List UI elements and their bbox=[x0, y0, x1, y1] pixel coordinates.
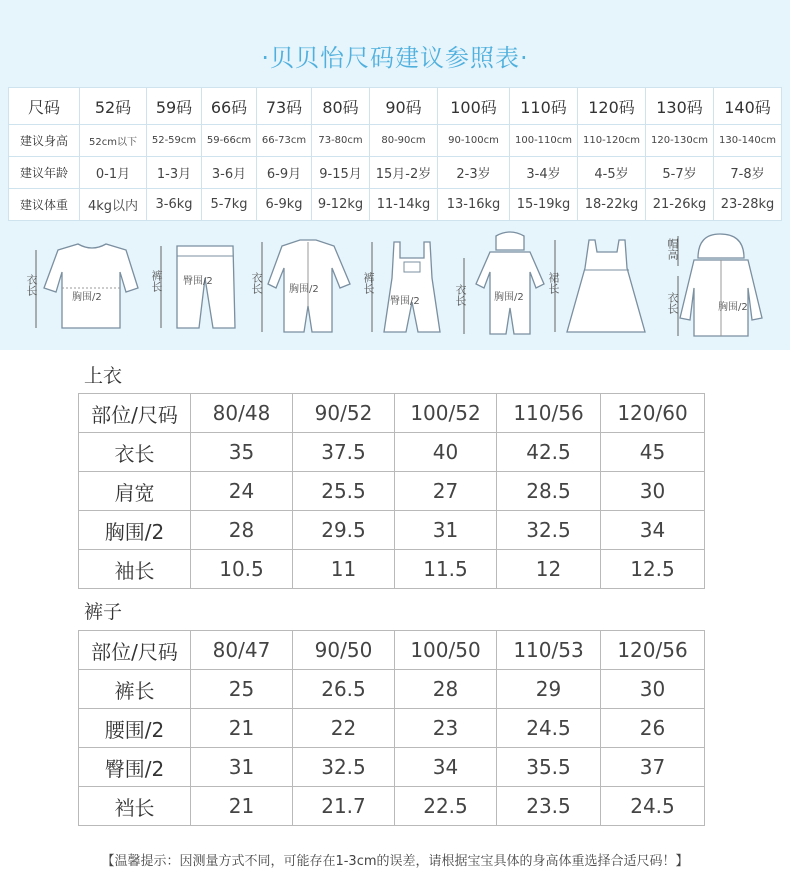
row-label: 肩宽 bbox=[79, 472, 191, 511]
table-cell: 24 bbox=[191, 472, 293, 511]
age-cell: 4-5岁 bbox=[578, 157, 646, 189]
table-cell: 26.5 bbox=[293, 670, 395, 709]
age-cell: 15月-2岁 bbox=[370, 157, 438, 189]
table-cell: 22 bbox=[293, 709, 395, 748]
table-row bbox=[79, 472, 705, 511]
table-cell: 21 bbox=[191, 709, 293, 748]
height-row bbox=[9, 125, 782, 157]
weight-cell: 3-6kg bbox=[147, 189, 202, 221]
height-cell: 90-100cm bbox=[438, 125, 510, 157]
header-cell: 100/52 bbox=[395, 394, 497, 433]
age-cell: 9-15月 bbox=[312, 157, 370, 189]
table-cell: 40 bbox=[395, 433, 497, 472]
age-cell: 7-8岁 bbox=[714, 157, 782, 189]
row-label: 裤长 bbox=[79, 670, 191, 709]
table-cell: 23.5 bbox=[497, 787, 601, 826]
header-cell: 120/56 bbox=[601, 631, 705, 670]
size-cell: 73码 bbox=[257, 88, 312, 125]
height-cell: 59-66cm bbox=[202, 125, 257, 157]
age-cell: 3-4岁 bbox=[510, 157, 578, 189]
weight-cell: 21-26kg bbox=[646, 189, 714, 221]
size-cell: 52码 bbox=[80, 88, 147, 125]
table-cell: 22.5 bbox=[395, 787, 497, 826]
table-cell: 26 bbox=[601, 709, 705, 748]
hoodie-chest-label: 胸围/2 bbox=[718, 302, 748, 313]
table-cell: 32.5 bbox=[293, 748, 395, 787]
hoodie-diagram bbox=[658, 228, 770, 343]
weight-row bbox=[9, 189, 782, 221]
dress-length-label: 裙长 bbox=[547, 272, 560, 294]
row-label: 腰围/2 bbox=[79, 709, 191, 748]
shirt-length-label: 衣长 bbox=[25, 274, 38, 296]
hooded-romper-diagram bbox=[450, 228, 550, 343]
header-cell: 100/50 bbox=[395, 631, 497, 670]
height-cell: 52cm以下 bbox=[80, 125, 147, 157]
measurement-tip: 【温馨提示：因测量方式不同，可能存在1-3cm的误差，请根据宝宝具体的身高体重选择合适尺码！】 bbox=[101, 854, 689, 869]
row-label: 建议体重 bbox=[9, 189, 80, 221]
table-cell: 42.5 bbox=[497, 433, 601, 472]
tops-measurement-table bbox=[78, 393, 705, 589]
weight-cell: 5-7kg bbox=[202, 189, 257, 221]
row-label: 袖长 bbox=[79, 550, 191, 589]
pants-section-title: 裤子 bbox=[84, 601, 123, 623]
table-header-row bbox=[79, 394, 705, 433]
romper-chest-label: 胸围/2 bbox=[289, 284, 319, 295]
size-cell: 100码 bbox=[438, 88, 510, 125]
table-row bbox=[79, 748, 705, 787]
tops-section-title: 上衣 bbox=[84, 365, 123, 387]
table-cell: 45 bbox=[601, 433, 705, 472]
table-cell: 37.5 bbox=[293, 433, 395, 472]
height-cell: 80-90cm bbox=[370, 125, 438, 157]
size-header-label: 尺码 bbox=[9, 88, 80, 125]
height-cell: 130-140cm bbox=[714, 125, 782, 157]
height-cell: 73-80cm bbox=[312, 125, 370, 157]
header-cell: 120/60 bbox=[601, 394, 705, 433]
table-cell: 11.5 bbox=[395, 550, 497, 589]
weight-cell: 15-19kg bbox=[510, 189, 578, 221]
table-cell: 11 bbox=[293, 550, 395, 589]
table-cell: 28 bbox=[191, 511, 293, 550]
overalls-hip-label: 臀围/2 bbox=[390, 296, 420, 307]
table-cell: 31 bbox=[395, 511, 497, 550]
table-cell: 34 bbox=[601, 511, 705, 550]
page-title: ·贝贝怡尺码建议参照表· bbox=[261, 44, 529, 72]
row-label: 建议身高 bbox=[9, 125, 80, 157]
height-cell: 110-120cm bbox=[578, 125, 646, 157]
table-row bbox=[79, 550, 705, 589]
table-cell: 23 bbox=[395, 709, 497, 748]
height-cell: 100-110cm bbox=[510, 125, 578, 157]
pants-length-label: 裤长 bbox=[150, 270, 163, 292]
weight-cell: 23-28kg bbox=[714, 189, 782, 221]
overalls-length-label: 裤长 bbox=[362, 272, 375, 294]
header-cell: 部位/尺码 bbox=[79, 631, 191, 670]
row-label: 胸围/2 bbox=[79, 511, 191, 550]
pants-hip-label: 臀围/2 bbox=[183, 276, 213, 287]
row-label: 裆长 bbox=[79, 787, 191, 826]
header-cell: 部位/尺码 bbox=[79, 394, 191, 433]
table-cell: 32.5 bbox=[497, 511, 601, 550]
header-cell: 90/50 bbox=[293, 631, 395, 670]
height-cell: 120-130cm bbox=[646, 125, 714, 157]
age-cell: 0-1月 bbox=[80, 157, 147, 189]
size-cell: 66码 bbox=[202, 88, 257, 125]
size-header-row bbox=[9, 88, 782, 125]
pants-measurement-table bbox=[78, 630, 705, 826]
weight-cell: 6-9kg bbox=[257, 189, 312, 221]
size-cell: 140码 bbox=[714, 88, 782, 125]
table-row bbox=[79, 670, 705, 709]
weight-cell: 18-22kg bbox=[578, 189, 646, 221]
age-cell: 5-7岁 bbox=[646, 157, 714, 189]
age-row bbox=[9, 157, 782, 189]
hooded-romper-length-label: 衣长 bbox=[454, 284, 467, 306]
table-cell: 37 bbox=[601, 748, 705, 787]
size-cell: 90码 bbox=[370, 88, 438, 125]
header-cell: 80/47 bbox=[191, 631, 293, 670]
dress-diagram bbox=[545, 228, 660, 343]
weight-cell: 11-14kg bbox=[370, 189, 438, 221]
pants-diagram bbox=[145, 228, 240, 343]
size-cell: 120码 bbox=[578, 88, 646, 125]
table-cell: 25.5 bbox=[293, 472, 395, 511]
table-cell: 24.5 bbox=[601, 787, 705, 826]
table-cell: 29.5 bbox=[293, 511, 395, 550]
table-header-row bbox=[79, 631, 705, 670]
size-cell: 59码 bbox=[147, 88, 202, 125]
table-row bbox=[79, 433, 705, 472]
weight-cell: 4kg以内 bbox=[80, 189, 147, 221]
age-cell: 6-9月 bbox=[257, 157, 312, 189]
size-cell: 80码 bbox=[312, 88, 370, 125]
table-row bbox=[79, 511, 705, 550]
size-recommendation-table bbox=[8, 87, 782, 221]
table-cell: 35 bbox=[191, 433, 293, 472]
hoodie-hood-height-label: 帽高 bbox=[666, 238, 679, 260]
size-cell: 130码 bbox=[646, 88, 714, 125]
dress-icon bbox=[545, 228, 660, 343]
table-cell: 12.5 bbox=[601, 550, 705, 589]
weight-cell: 9-12kg bbox=[312, 189, 370, 221]
garment-illustrations bbox=[20, 228, 770, 343]
table-cell: 21 bbox=[191, 787, 293, 826]
table-cell: 34 bbox=[395, 748, 497, 787]
overalls-diagram bbox=[360, 228, 460, 343]
row-label: 建议年龄 bbox=[9, 157, 80, 189]
table-cell: 29 bbox=[497, 670, 601, 709]
table-cell: 24.5 bbox=[497, 709, 601, 748]
height-cell: 66-73cm bbox=[257, 125, 312, 157]
table-cell: 28 bbox=[395, 670, 497, 709]
romper-diagram bbox=[242, 228, 357, 343]
age-cell: 1-3月 bbox=[147, 157, 202, 189]
table-row bbox=[79, 709, 705, 748]
header-cell: 110/53 bbox=[497, 631, 601, 670]
header-cell: 110/56 bbox=[497, 394, 601, 433]
table-cell: 25 bbox=[191, 670, 293, 709]
row-label: 臀围/2 bbox=[79, 748, 191, 787]
table-cell: 30 bbox=[601, 472, 705, 511]
table-cell: 35.5 bbox=[497, 748, 601, 787]
table-cell: 27 bbox=[395, 472, 497, 511]
size-cell: 110码 bbox=[510, 88, 578, 125]
table-row bbox=[79, 787, 705, 826]
table-cell: 28.5 bbox=[497, 472, 601, 511]
table-cell: 12 bbox=[497, 550, 601, 589]
age-cell: 3-6月 bbox=[202, 157, 257, 189]
height-cell: 52-59cm bbox=[147, 125, 202, 157]
hooded-romper-chest-label: 胸围/2 bbox=[494, 292, 524, 303]
table-cell: 31 bbox=[191, 748, 293, 787]
row-label: 衣长 bbox=[79, 433, 191, 472]
table-cell: 21.7 bbox=[293, 787, 395, 826]
table-cell: 30 bbox=[601, 670, 705, 709]
hoodie-length-label: 衣长 bbox=[666, 292, 679, 314]
shirt-chest-label: 胸围/2 bbox=[72, 292, 102, 303]
shirt-diagram bbox=[20, 228, 140, 343]
header-cell: 90/52 bbox=[293, 394, 395, 433]
weight-cell: 13-16kg bbox=[438, 189, 510, 221]
header-cell: 80/48 bbox=[191, 394, 293, 433]
age-cell: 2-3岁 bbox=[438, 157, 510, 189]
romper-length-label: 衣长 bbox=[250, 272, 263, 294]
table-cell: 10.5 bbox=[191, 550, 293, 589]
